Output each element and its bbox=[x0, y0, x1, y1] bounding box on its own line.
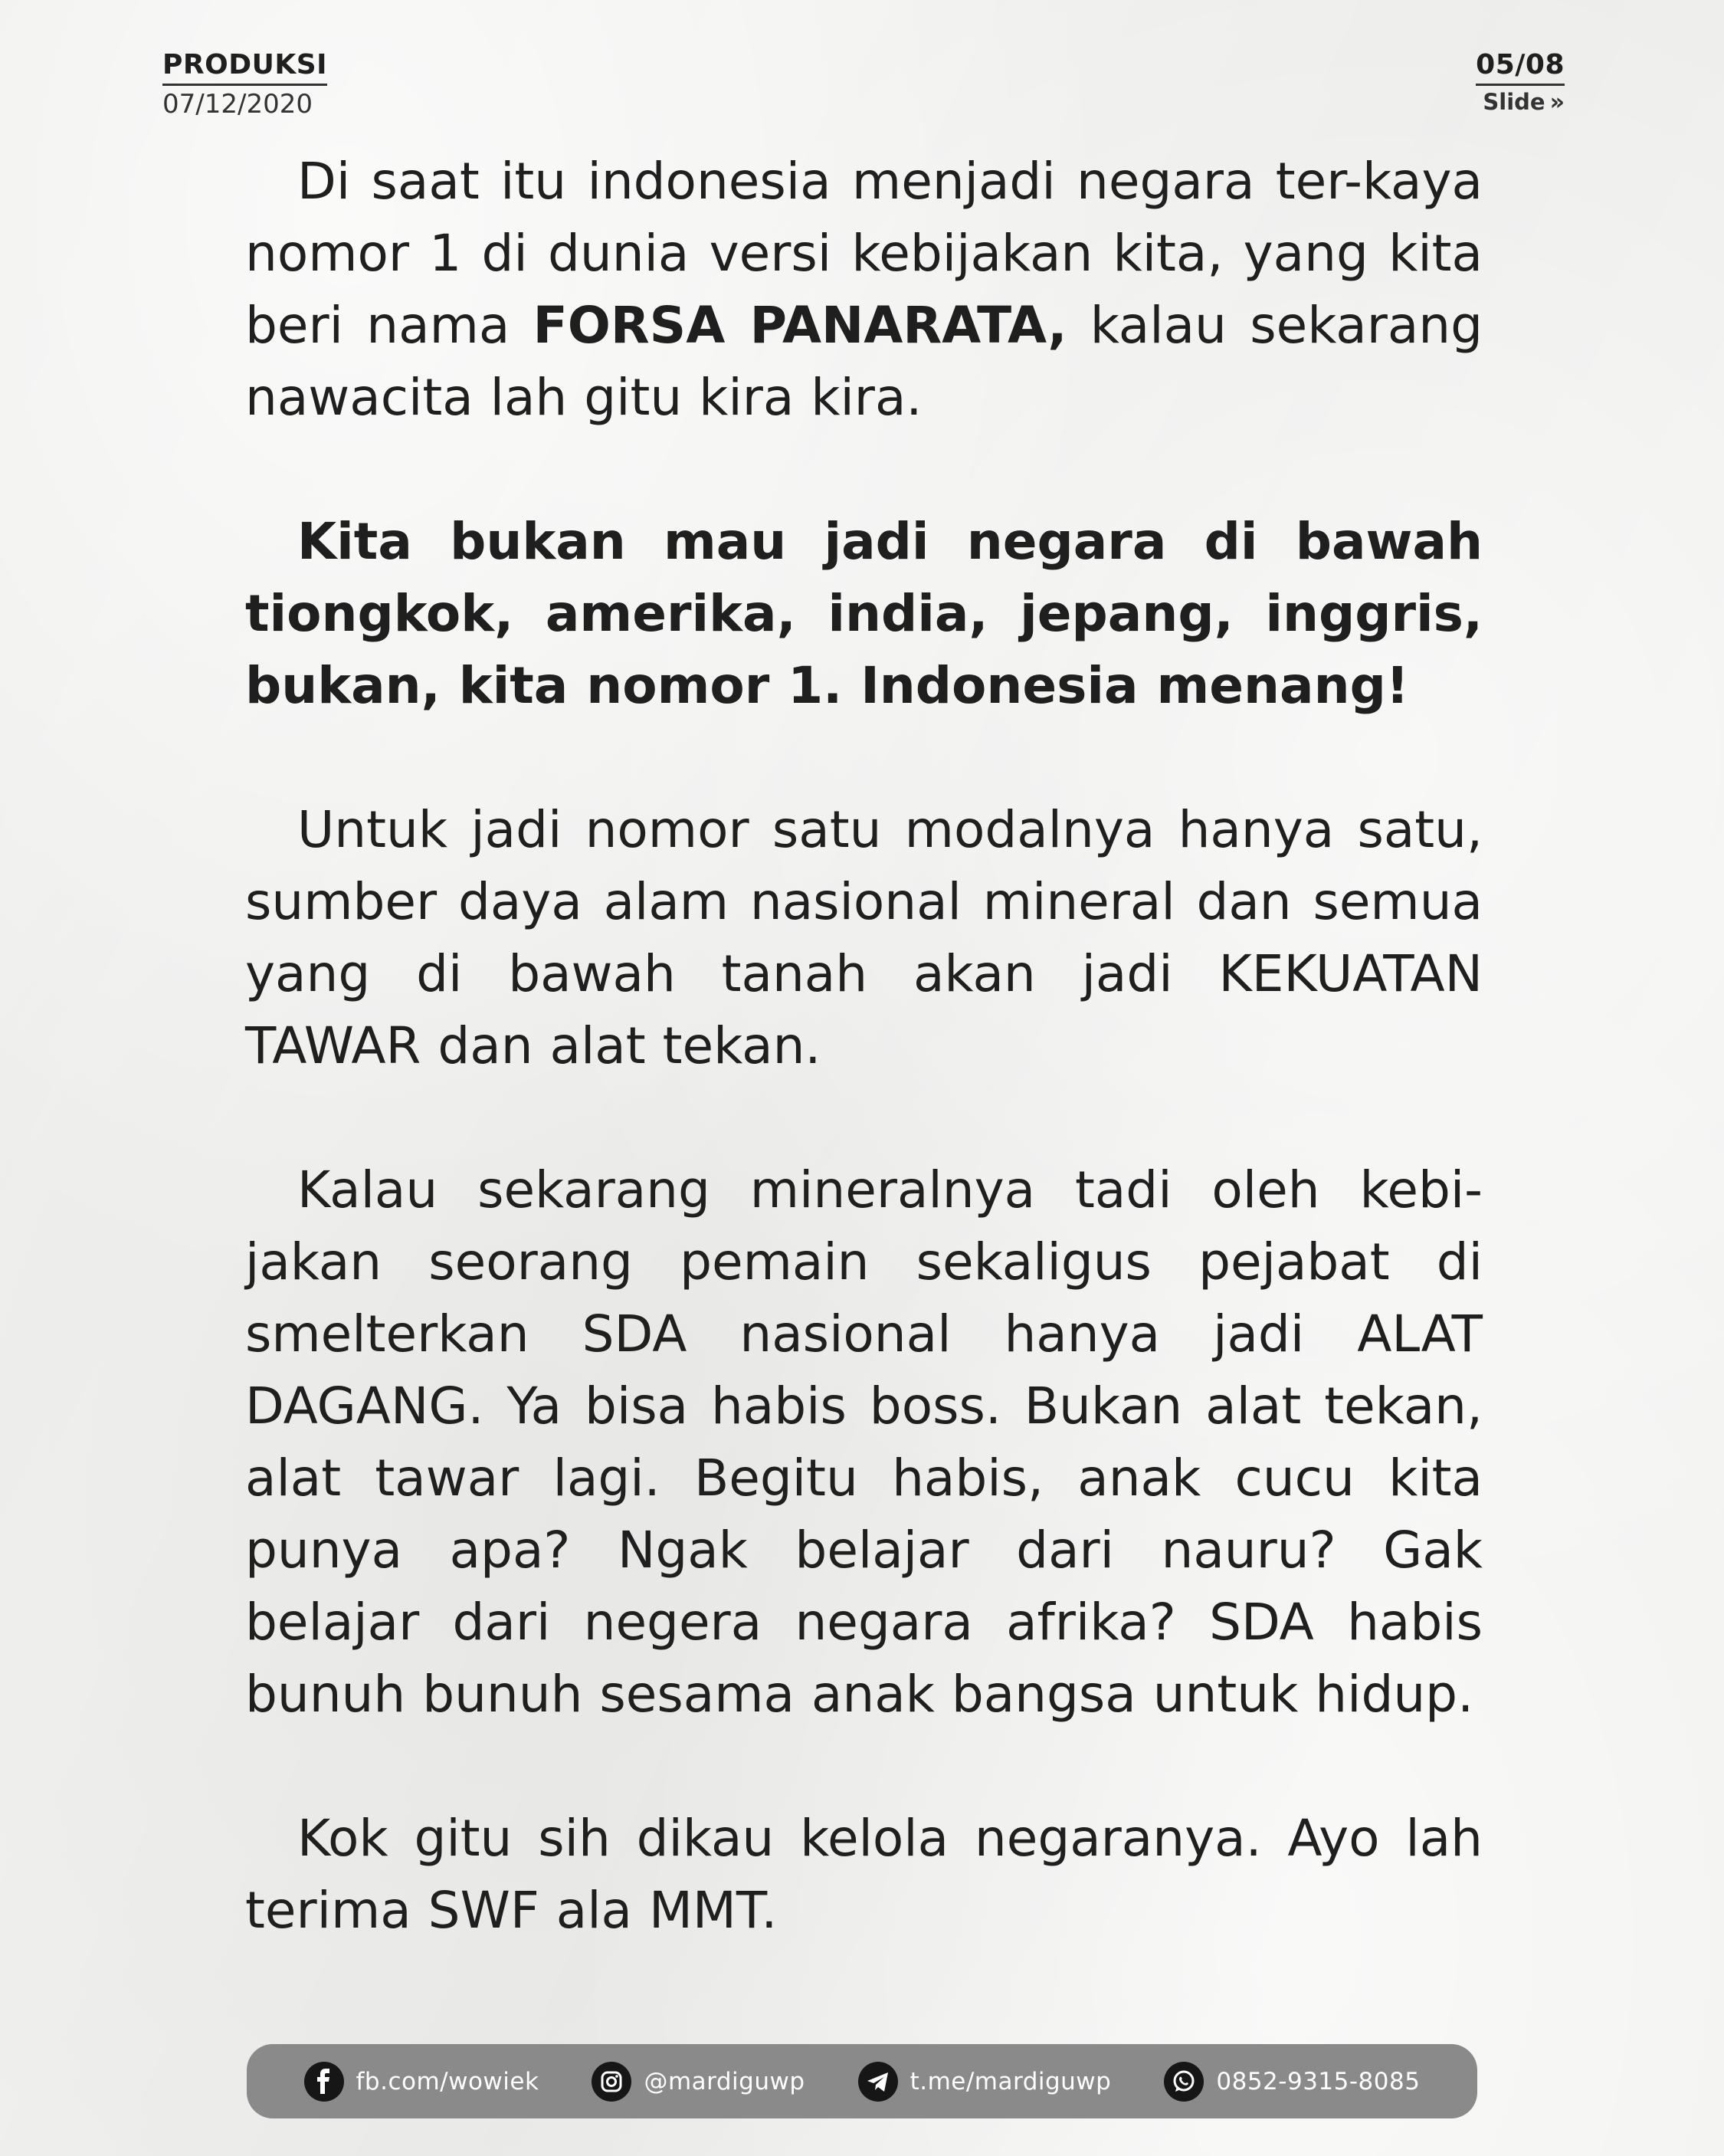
chevron-right-icon: » bbox=[1549, 89, 1565, 116]
post-date: 07/12/2020 bbox=[162, 89, 313, 120]
paragraph-2: Kita bukan mau jadi negara di bawah tiongkok, amerika, india, jepang, inggris, bukan, kita nomor 1. Indonesia menang! bbox=[245, 512, 1483, 715]
paragraph-3: Untuk jadi nomor satu modalnya hanya satu, sumber daya alam nasional mineral dan semua yang di bawah tanah akan jadi KEKUATAN TAWAR dan alat tekan. bbox=[245, 800, 1483, 1075]
slide-label: Slide bbox=[1483, 89, 1545, 115]
paragraph-1-text-a: Di saat itu indonesia menjadi negara ter-kaya nomor 1 di dunia versi kebijakan kita, yang kita beri nama bbox=[245, 152, 1483, 355]
paragraph-1-text-b: kalau sekarang nawacita lah gitu kira kira. bbox=[245, 296, 1483, 427]
facebook-link[interactable] bbox=[304, 2062, 539, 2102]
category-label: PRODUKSI bbox=[162, 49, 327, 86]
whatsapp-icon bbox=[1164, 2062, 1204, 2102]
header-left bbox=[162, 49, 327, 120]
header-right bbox=[1476, 49, 1565, 116]
facebook-handle: fb.com/wowiek bbox=[356, 2067, 539, 2095]
instagram-handle: @mardiguwp bbox=[644, 2067, 805, 2095]
telegram-icon bbox=[858, 2062, 898, 2102]
whatsapp-number: 0852-9315-8085 bbox=[1216, 2067, 1421, 2095]
paragraph-1 bbox=[245, 146, 1483, 434]
slide-label-row bbox=[1476, 89, 1565, 116]
paragraph-4: Kalau sekarang mineralnya tadi oleh kebi-jakan seorang pemain sekaligus pejabat di smelterkan SDA nasional hanya jadi ALAT DAGANG. Ya bisa habis boss. Bukan alat tekan, alat tawar lagi. Begitu habis, anak cucu kita punya apa? Ngak belajar dari nauru? Gak belajar dari negera negara afrika? SDA habis bunuh bunuh sesama anak bangsa untuk hidup. bbox=[245, 1160, 1483, 1724]
paragraph-5: Kok gitu sih dikau kelola negaranya. Ayo lah terima SWF ala MMT. bbox=[245, 1809, 1483, 1940]
instagram-icon bbox=[592, 2062, 631, 2102]
telegram-handle: t.me/mardiguwp bbox=[910, 2067, 1112, 2095]
social-footer-bar bbox=[247, 2044, 1477, 2118]
whatsapp-link[interactable] bbox=[1164, 2062, 1420, 2102]
slide-counter: 05/08 bbox=[1476, 49, 1565, 86]
paragraph-1-bold-term: FORSA PANARATA, bbox=[533, 296, 1067, 355]
telegram-link[interactable] bbox=[858, 2062, 1112, 2102]
facebook-icon bbox=[304, 2062, 344, 2102]
article-body bbox=[245, 146, 1483, 1947]
instagram-link[interactable] bbox=[592, 2062, 805, 2102]
